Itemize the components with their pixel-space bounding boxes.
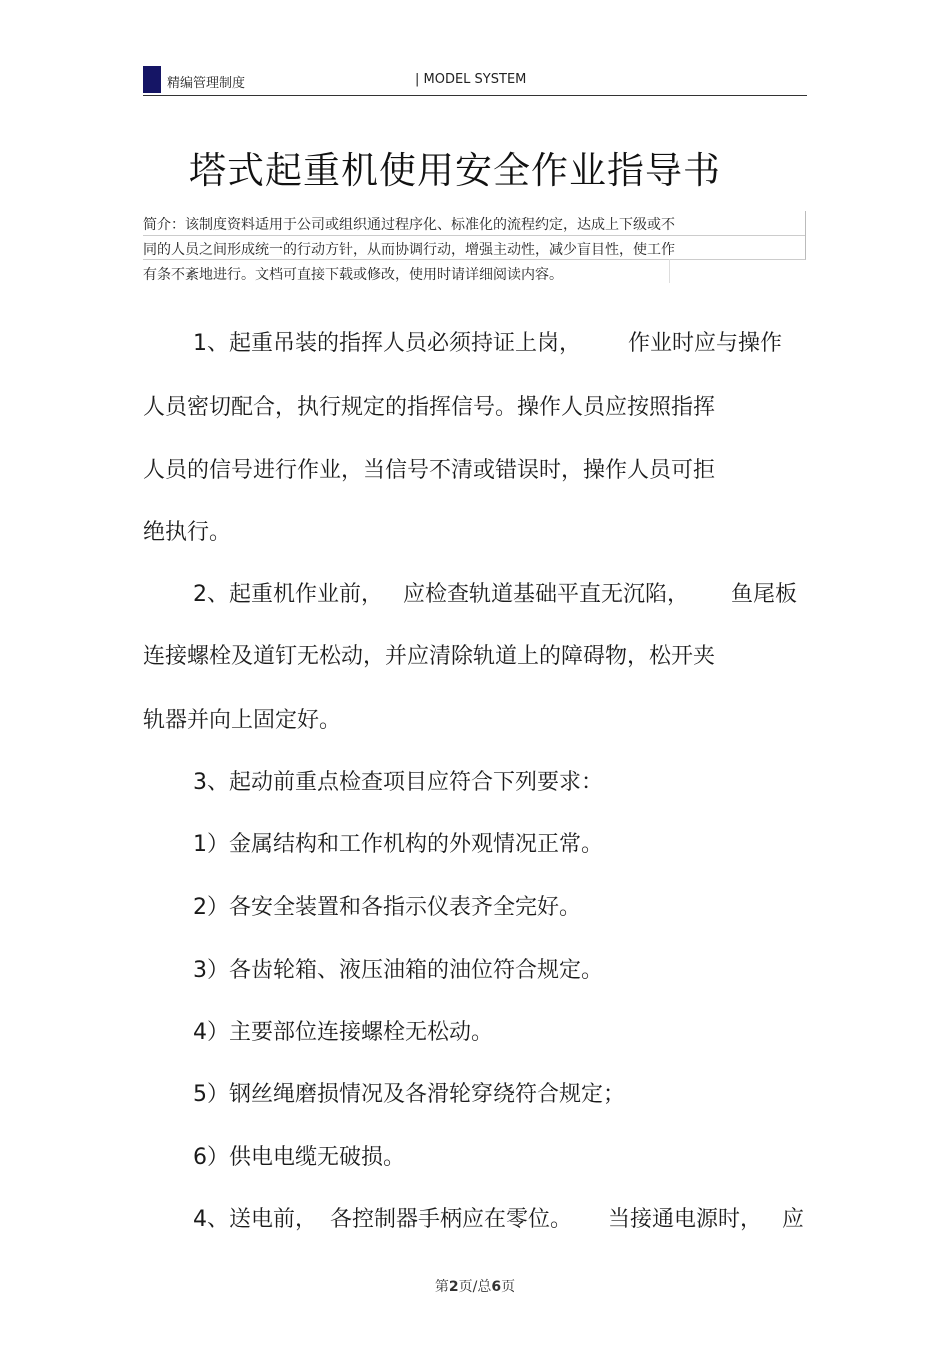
intro-line-3: 有条不紊地进行。文档可直接下载或修改，使用时请详细阅读内容。: [143, 267, 563, 283]
footer-page-number: 2: [448, 1279, 459, 1295]
logo-icon: [143, 66, 161, 93]
para-3: 3、起动前重点检查项目应符合下列要求：: [193, 770, 603, 795]
list-item-3: 3）各齿轮箱、液压油箱的油位符合规定。: [193, 958, 603, 983]
footer-total-pages: 6: [491, 1279, 502, 1295]
para-2-line-1b: 应检查轨道基础平直无沉陷，: [403, 582, 690, 607]
list-item-5: 5）钢丝绳磨损情况及各滑轮穿绕符合规定；: [193, 1082, 625, 1107]
footer-prefix: 第: [434, 1279, 449, 1295]
list-item-1: 1）金属结构和工作机构的外观情况正常。: [193, 832, 603, 857]
para-1-line-4: 绝执行。: [143, 520, 232, 545]
page-footer: [0, 1276, 950, 1296]
intro-divider: [669, 259, 670, 283]
para-4-c: 当接通电源时，: [608, 1207, 763, 1232]
para-4-a: 4、送电前，: [193, 1207, 317, 1232]
page-header: [143, 66, 807, 96]
list-item-2: 2）各安全装置和各指示仪表齐全完好。: [193, 895, 581, 920]
para-2-line-2: 连接螺栓及道钉无松动，并应清除轨道上的障碍物，松开夹: [143, 644, 716, 669]
para-1-line-2: 人员密切配合，执行规定的指挥信号。操作人员应按照指挥: [143, 395, 716, 420]
para-1-line-3: 人员的信号进行作业，当信号不清或错误时，操作人员可拒: [143, 458, 716, 483]
header-model-system: | MODEL SYSTEM: [415, 72, 527, 87]
list-item-6: 6）供电电缆无破损。: [193, 1145, 405, 1170]
list-item-4: 4）主要部位连接螺栓无松动。: [193, 1020, 493, 1045]
intro-box: [143, 211, 805, 283]
para-2-line-1c: 鱼尾板: [731, 582, 798, 607]
header-brand: 精编管理制度: [167, 76, 246, 91]
para-4-d: 应: [782, 1207, 805, 1232]
para-1-line-1b: 作业时应与操作: [628, 331, 783, 356]
intro-line-1: 简介：该制度资料适用于公司或组织通过程序化、标准化的流程约定，达成上下级或不: [143, 217, 675, 233]
intro-line-2: 同的人员之间形成统一的行动方针，从而协调行动，增强主动性，减少盲目性，使工作: [143, 242, 675, 258]
para-1-line-1a: 1、起重吊装的指挥人员必须持证上岗，: [193, 331, 581, 356]
para-2-line-3: 轨器并向上固定好。: [143, 708, 342, 733]
footer-mid: 页/总: [458, 1279, 492, 1295]
para-4-b: 各控制器手柄应在零位。: [330, 1207, 573, 1232]
document-title: 塔式起重机使用安全作业指导书: [189, 149, 721, 192]
footer-suffix: 页: [501, 1279, 516, 1295]
para-2-line-1a: 2、起重机作业前，: [193, 582, 383, 607]
